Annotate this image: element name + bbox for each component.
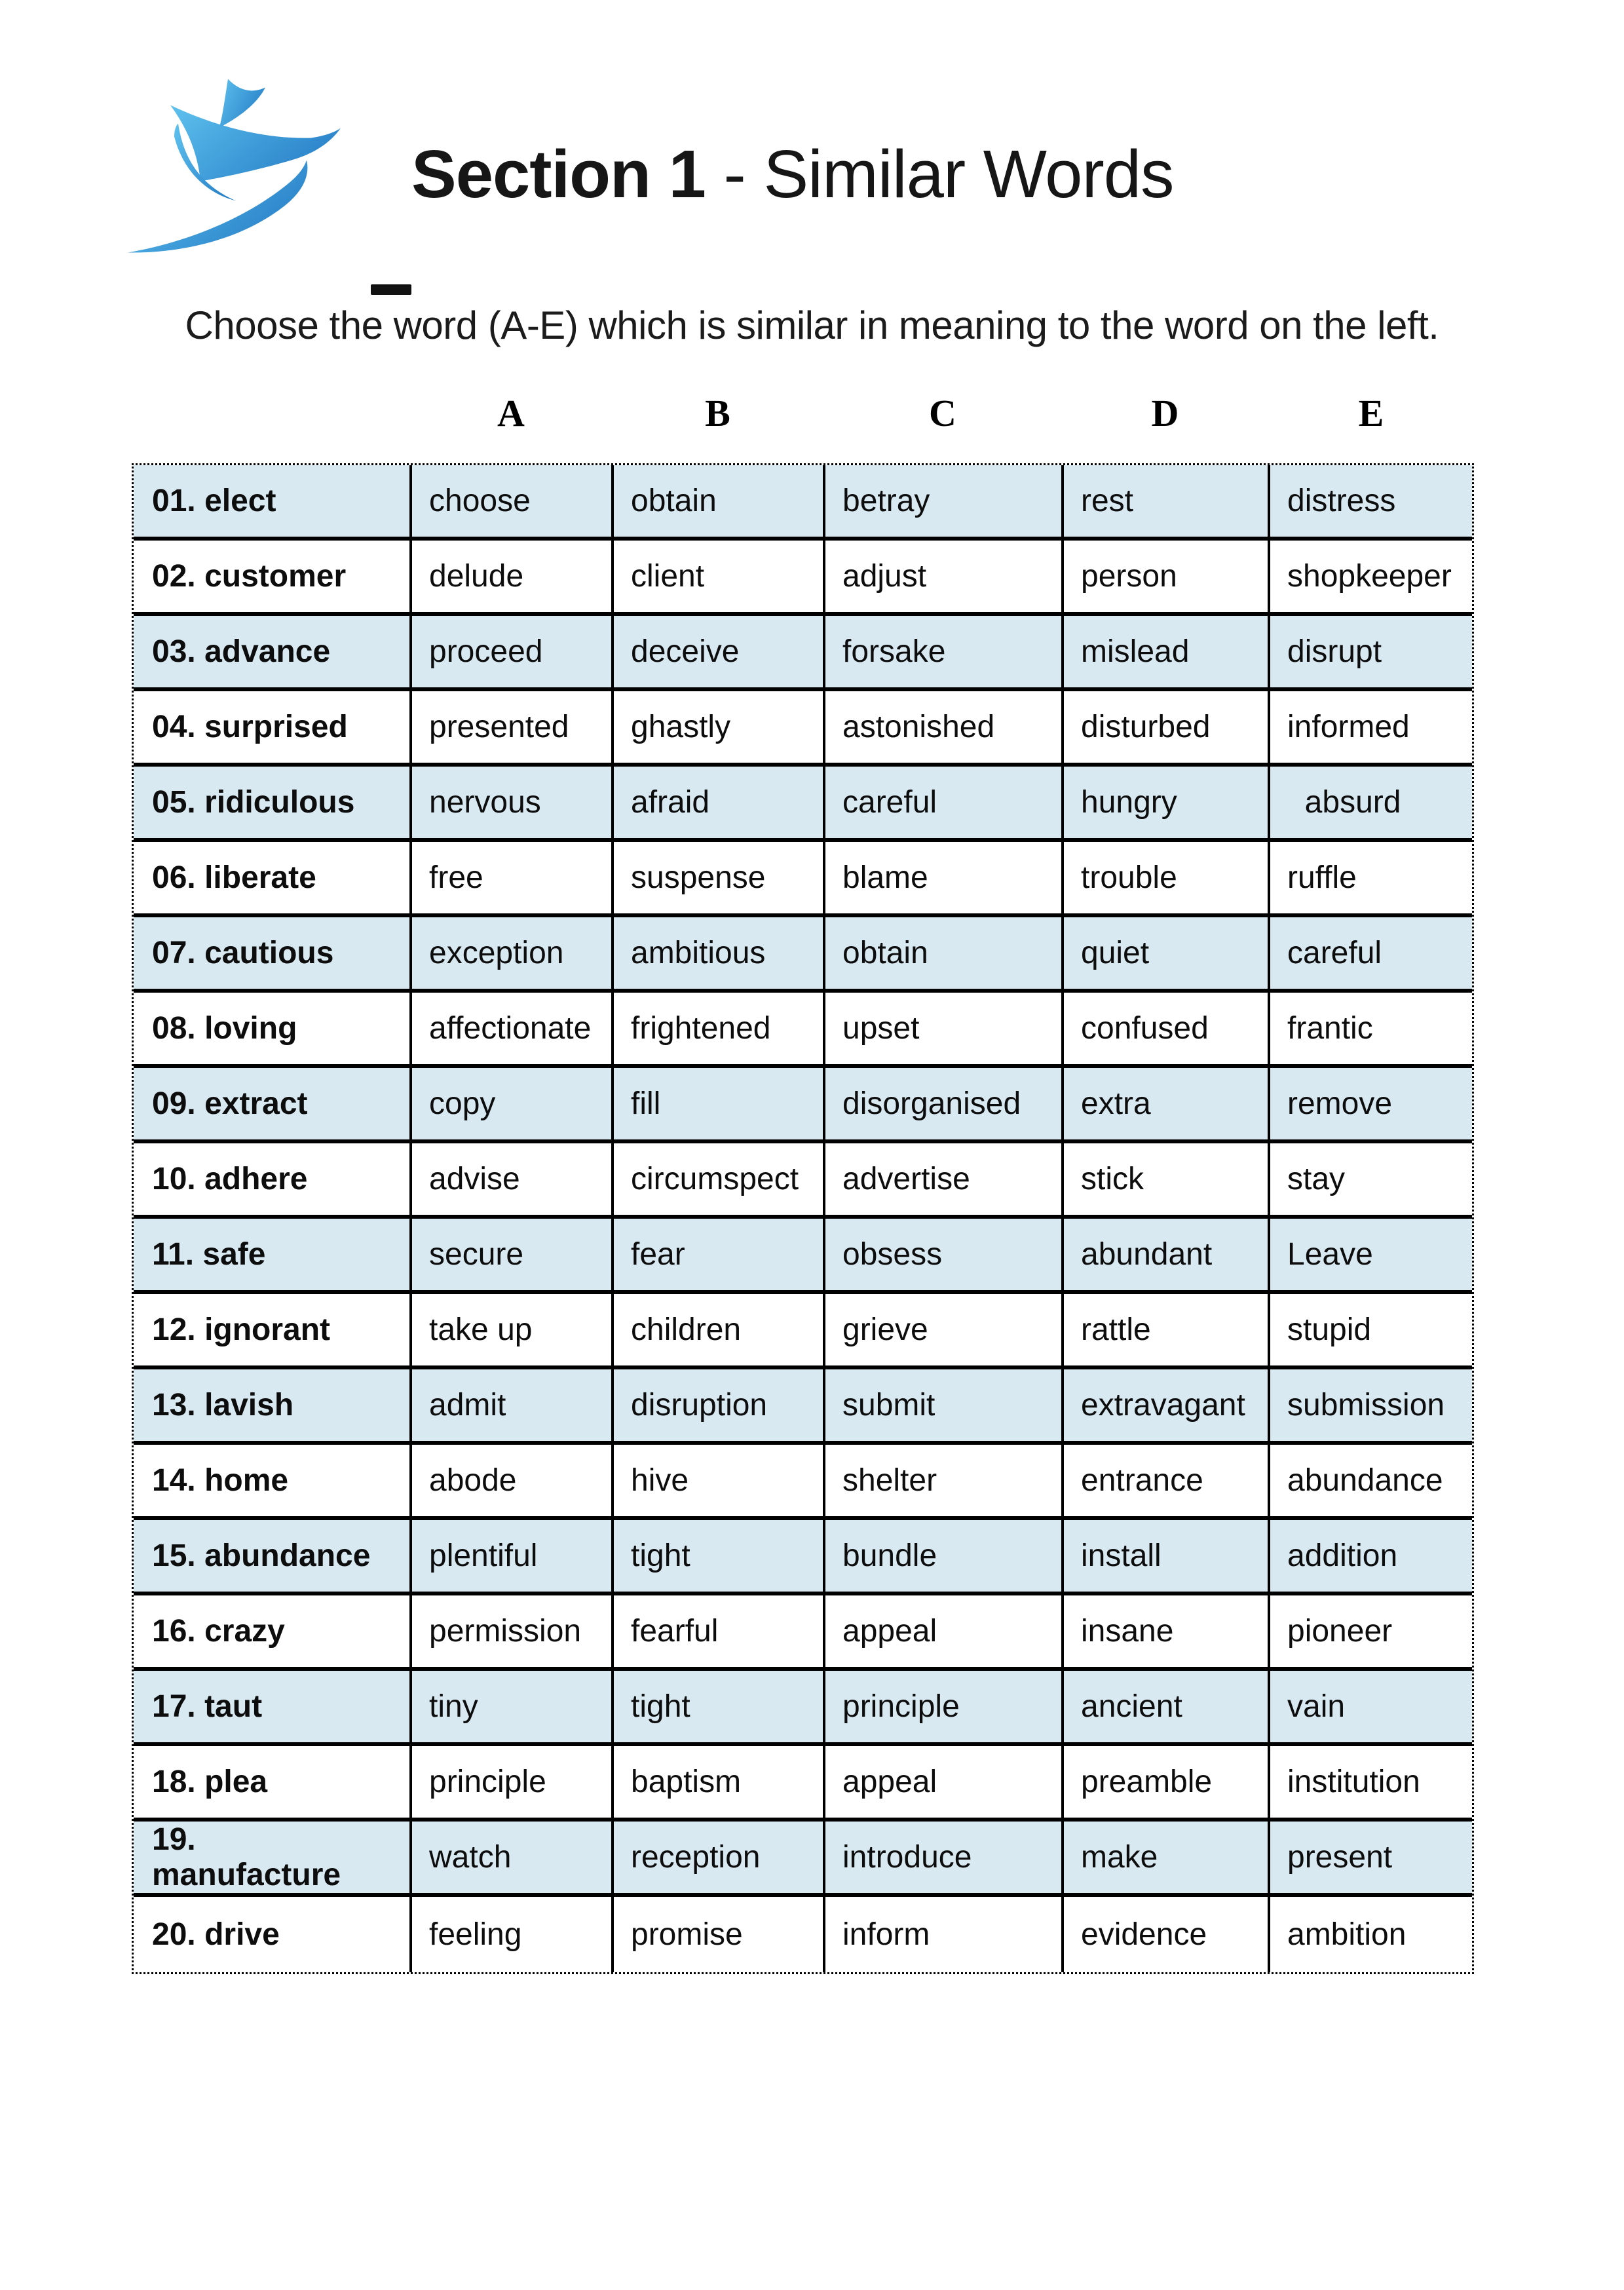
option-cell-b: baptism [614,1746,825,1818]
option-cell-b: children [614,1294,825,1365]
option-cell-b: fearful [614,1595,825,1667]
option-cell-d: extra [1064,1068,1270,1139]
option-cell-e: vain [1287,1689,1346,1724]
option-cell-a: exception [412,917,614,989]
word-cell: 11. safe [134,1219,412,1290]
word-cell: 10. adhere [134,1143,412,1215]
word-cell: 09. extract [134,1068,412,1139]
option-cell-e: ambition [1287,1917,1407,1952]
option-cell-d: abundant [1064,1219,1270,1290]
option-cell-a: take up [412,1294,614,1365]
option-cell-b: hive [614,1445,825,1516]
option-cell-d: rattle [1064,1294,1270,1365]
option-cell-c: betray [825,465,1064,537]
option-cell-a: principle [412,1746,614,1818]
table-row [134,1746,1472,1822]
option-cell-b: reception [614,1822,825,1893]
option-cell-e: shopkeeper [1287,558,1452,594]
similar-words-table [132,463,1474,1974]
option-cell-b: frightened [614,993,825,1064]
option-cell-b: fear [614,1219,825,1290]
table-row [134,1219,1472,1294]
option-cell-c: astonished [825,691,1064,763]
table-row [134,465,1472,541]
word-cell: 13. lavish [134,1369,412,1441]
option-cell-d: trouble [1064,842,1270,913]
table-row [134,691,1472,767]
word-cell: 02. customer [134,541,412,612]
word-cell: 03. advance [134,616,412,687]
option-cell-e: abundance [1287,1462,1443,1498]
option-cell-c: forsake [825,616,1064,687]
word-cell: 08. loving [134,993,412,1064]
column-header-c: C [929,391,956,434]
table-row [134,767,1472,842]
option-cell-d: disturbed [1064,691,1270,763]
option-cell-d: preamble [1064,1746,1270,1818]
option-cell-c: careful [825,767,1064,838]
option-cell-d: install [1064,1520,1270,1592]
option-cell-b: promise [614,1897,825,1972]
option-cell-c: obsess [825,1219,1064,1290]
option-cell-d: mislead [1064,616,1270,687]
column-header-e: E [1358,391,1384,434]
option-cell-e: Leave [1287,1236,1373,1272]
option-cell-a: delude [412,541,614,612]
option-cell-a: watch [412,1822,614,1893]
table-row [134,1143,1472,1219]
option-cell-c: shelter [825,1445,1064,1516]
word-cell: 20. drive [134,1897,412,1972]
table-row [134,1294,1472,1369]
bird-swoosh-logo-icon [126,73,342,257]
option-cell-d: evidence [1064,1897,1270,1972]
option-cell-b: obtain [614,465,825,537]
option-cell-a: admit [412,1369,614,1441]
option-cell-a: free [412,842,614,913]
table-row [134,1068,1472,1143]
option-cell-e: institution [1287,1764,1420,1799]
option-cell-d: ancient [1064,1671,1270,1742]
option-cell-c: blame [825,842,1064,913]
table-row [134,1445,1472,1520]
option-cell-c: principle [825,1671,1064,1742]
option-cell-a: secure [412,1219,614,1290]
option-cell-d: quiet [1064,917,1270,989]
table-row [134,1369,1472,1445]
table-row [134,1595,1472,1671]
table-row [134,616,1472,691]
option-cell-b: client [614,541,825,612]
word-cell: 14. home [134,1445,412,1516]
option-cell-a: affectionate [412,993,614,1064]
option-cell-e: frantic [1287,1010,1373,1046]
option-cell-a: copy [412,1068,614,1139]
word-cell: 15. abundance [134,1520,412,1592]
option-cell-e: informed [1287,709,1410,744]
option-cell-a: choose [412,465,614,537]
column-header-b: B [705,391,730,434]
word-cell: 01. elect [134,465,412,537]
option-cell-e: submission [1287,1387,1445,1422]
table-row [134,993,1472,1068]
word-cell: 18. plea [134,1746,412,1818]
option-cell-d: insane [1064,1595,1270,1667]
word-cell: 05. ridiculous [134,767,412,838]
option-cell-d: entrance [1064,1445,1270,1516]
column-header-d: D [1151,391,1179,434]
option-cell-a: proceed [412,616,614,687]
page-title [411,136,1174,212]
option-cell-b: deceive [614,616,825,687]
table-row [134,917,1472,993]
option-cell-e: addition [1287,1538,1398,1573]
word-cell: 07. cautious [134,917,412,989]
option-cell-a: feeling [412,1897,614,1972]
page-title-section: Section 1 [411,136,706,212]
option-cell-d: confused [1064,993,1270,1064]
option-cell-c: advertise [825,1143,1064,1215]
option-cell-b: afraid [614,767,825,838]
option-cell-c: disorganised [825,1068,1064,1139]
option-cell-a: advise [412,1143,614,1215]
option-cell-b: circumspect [614,1143,825,1215]
word-cell: 16. crazy [134,1595,412,1667]
option-cell-d: hungry [1064,767,1270,838]
option-cell-b: ghastly [614,691,825,763]
option-cell-b: fill [614,1068,825,1139]
option-cell-d: rest [1064,465,1270,537]
option-cell-e: stupid [1287,1312,1372,1347]
divider-dash [371,284,411,295]
table-row [134,1822,1472,1897]
option-cell-b: ambitious [614,917,825,989]
column-header-a: A [497,391,525,434]
option-cell-d: person [1064,541,1270,612]
option-cell-e: remove [1287,1086,1393,1121]
option-cell-a: permission [412,1595,614,1667]
option-cell-c: appeal [825,1595,1064,1667]
option-cell-a: plentiful [412,1520,614,1592]
table-row [134,541,1472,616]
option-cell-c: bundle [825,1520,1064,1592]
table-row [134,842,1472,917]
table-row [134,1520,1472,1595]
option-cell-c: obtain [825,917,1064,989]
table-row [134,1897,1472,1972]
option-cell-e: careful [1287,935,1382,970]
option-cell-e: pioneer [1287,1613,1393,1649]
option-cell-c: upset [825,993,1064,1064]
option-cell-b: tight [614,1671,825,1742]
word-cell: 19. manufacture [134,1822,412,1893]
option-cell-c: grieve [825,1294,1064,1365]
option-cell-d: stick [1064,1143,1270,1215]
page-title-rest: - Similar Words [705,136,1174,212]
option-cell-c: adjust [825,541,1064,612]
option-cell-a: abode [412,1445,614,1516]
option-cell-c: inform [825,1897,1064,1972]
option-cell-e: absurd [1287,784,1401,820]
table-row [134,1671,1472,1746]
option-cell-a: tiny [412,1671,614,1742]
option-cell-e: ruffle [1287,860,1357,895]
option-cell-c: submit [825,1369,1064,1441]
word-cell: 17. taut [134,1671,412,1742]
option-cell-b: suspense [614,842,825,913]
option-cell-d: make [1064,1822,1270,1893]
option-cell-e: stay [1287,1161,1346,1196]
option-cell-b: disruption [614,1369,825,1441]
instruction-text: Choose the word (A-E) which is similar in meaning to the word on the left. [185,303,1439,347]
word-cell: 12. ignorant [134,1294,412,1365]
option-cell-a: presented [412,691,614,763]
option-cell-e: present [1287,1839,1393,1875]
word-cell: 06. liberate [134,842,412,913]
column-headers [132,385,1474,440]
option-cell-e: disrupt [1287,634,1382,669]
option-cell-b: tight [614,1520,825,1592]
option-cell-e: distress [1287,483,1396,518]
option-cell-c: appeal [825,1746,1064,1818]
option-cell-c: introduce [825,1822,1064,1893]
word-cell: 04. surprised [134,691,412,763]
option-cell-a: nervous [412,767,614,838]
option-cell-d: extravagant [1064,1369,1270,1441]
